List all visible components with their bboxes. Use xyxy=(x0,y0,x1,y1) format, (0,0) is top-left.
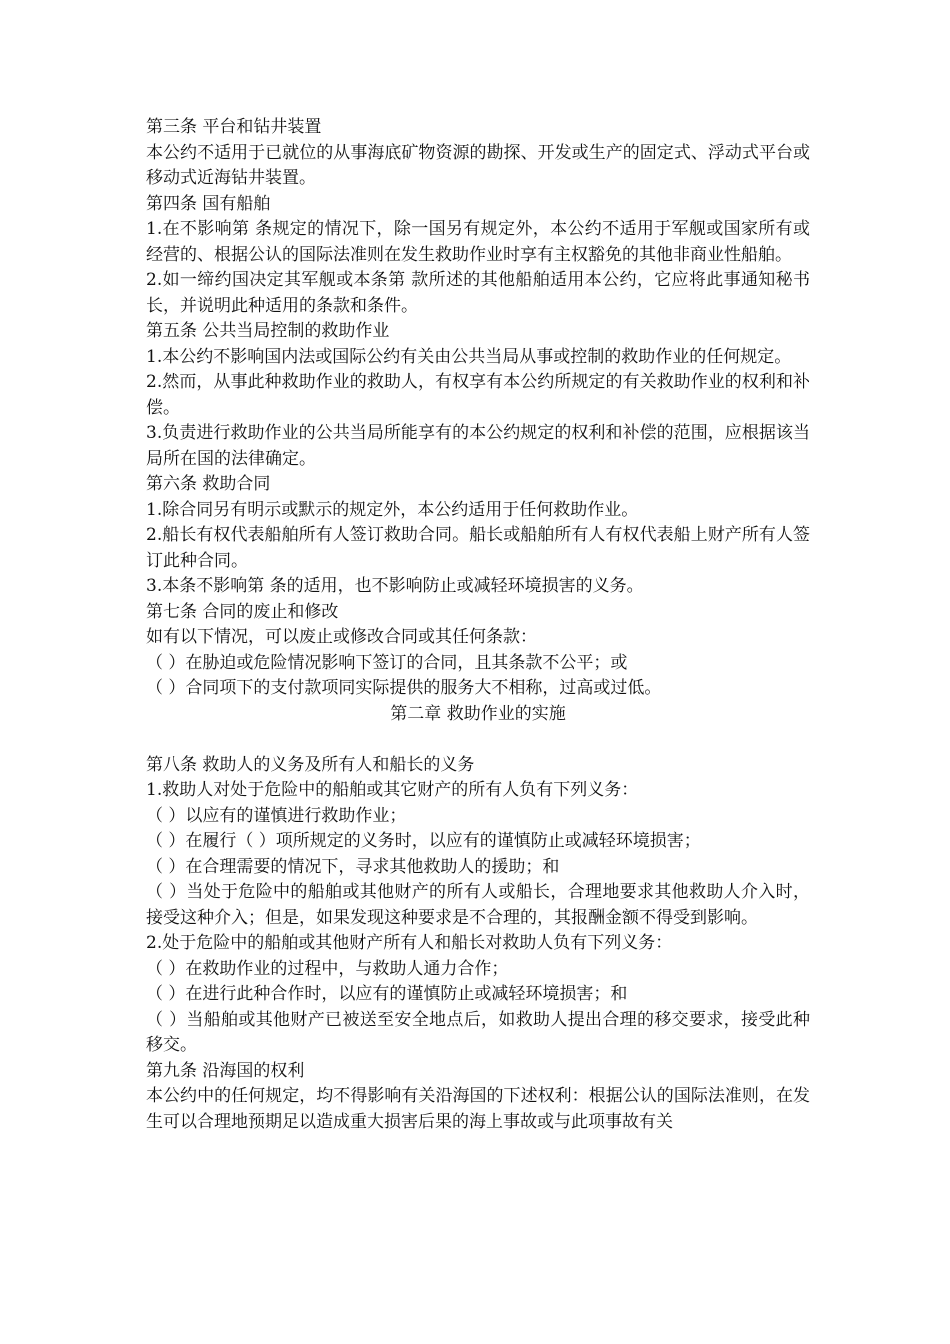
list-item: （ ）当处于危险中的船舶或其他财产的所有人或船长，合理地要求其他救助人介入时，接受这种介入；但是，如果发现这种要求是不合理的，其报酬金额不得受到影响。 xyxy=(146,882,810,928)
paragraph: 1.本公约不影响国内法或国际公约有关由公共当局从事或控制的救助作业的任何规定。 xyxy=(146,346,792,367)
article-3-heading: 第三条 平台和钻井装置 xyxy=(146,117,322,137)
paragraph: 本公约不适用于已就位的从事海底矿物资源的勘探、开发或生产的固定式、浮动式平台或移动式近海钻井装置。 xyxy=(146,142,810,188)
document-body xyxy=(146,115,810,1135)
article-6-heading: 第六条 救助合同 xyxy=(146,474,271,494)
paragraph: 2.船长有权代表船舶所有人签订救助合同。船长或船舶所有人有权代表船上财产所有人签订此种合同。 xyxy=(146,525,810,571)
paragraph: 1.在不影响第 条规定的情况下，除一国另有规定外，本公约不适用于军舰或国家所有或经营的、根据公认的国际法准则在发生救助作业时享有主权豁免的其他非商业性船舶。 xyxy=(146,219,810,265)
list-item: （ ）在履行（ ）项所规定的义务时，以应有的谨慎防止或减轻环境损害； xyxy=(146,831,701,851)
article-9-heading: 第九条 沿海国的权利 xyxy=(146,1060,305,1081)
list-item: （ ）在胁迫或危险情况影响下签订的合同，且其条款不公平；或 xyxy=(146,652,628,673)
article-5-heading: 第五条 公共当局控制的救助作业 xyxy=(146,321,390,341)
list-item: （ ）在合理需要的情况下，寻求其他救助人的援助；和 xyxy=(146,856,560,877)
paragraph: 1.救助人对处于危险中的船舶或其它财产的所有人负有下列义务： xyxy=(146,780,639,800)
list-item: （ ）当船舶或其他财产已被送至安全地点后，如救助人提出合理的移交要求，接受此种移交。 xyxy=(146,1009,810,1055)
paragraph: 2.处于危险中的船舶或其他财产所有人和船长对救助人负有下列义务： xyxy=(146,933,673,953)
paragraph: 2.然而，从事此种救助作业的救助人，有权享有本公约所规定的有关救助作业的权利和补偿。 xyxy=(146,372,810,418)
blank-line xyxy=(146,727,810,753)
article-4-heading: 第四条 国有船舶 xyxy=(146,193,271,214)
list-item: （ ）在进行此种合作时，以应有的谨慎防止或减轻环境损害；和 xyxy=(146,984,628,1004)
paragraph: 如有以下情况，可以废止或修改合同或其任何条款： xyxy=(146,627,537,647)
article-7-heading: 第七条 合同的废止和修改 xyxy=(146,601,339,622)
paragraph: 2.如一缔约国决定其军舰或本条第 款所述的其他船舶适用本公约，它应将此事通知秘书长，并说明此种适用的条款和条件。 xyxy=(146,270,810,316)
paragraph: 3.负责进行救助作业的公共当局所能享有的本公约规定的权利和补偿的范围，应根据该当局所在国的法律确定。 xyxy=(146,423,810,469)
list-item: （ ）合同项下的支付款项同实际提供的服务大不相称，过高或过低。 xyxy=(146,678,662,698)
list-item: （ ）在救助作业的过程中，与救助人通力合作； xyxy=(146,958,509,979)
chapter-title: 第二章 救助作业的实施 xyxy=(390,703,566,724)
article-8-heading: 第八条 救助人的义务及所有人和船长的义务 xyxy=(146,754,475,775)
paragraph: 3.本条不影响第 条的适用，也不影响防止或减轻环境损害的义务。 xyxy=(146,576,644,596)
list-item: （ ）以应有的谨慎进行救助作业； xyxy=(146,805,407,826)
paragraph: 本公约中的任何规定，均不得影响有关沿海国的下述权利：根据公认的国际法准则，在发生可以合理地预期足以造成重大损害后果的海上事故或与此项事故有关 xyxy=(146,1086,810,1132)
paragraph: 1.除合同另有明示或默示的规定外，本公约适用于任何救助作业。 xyxy=(146,499,639,520)
